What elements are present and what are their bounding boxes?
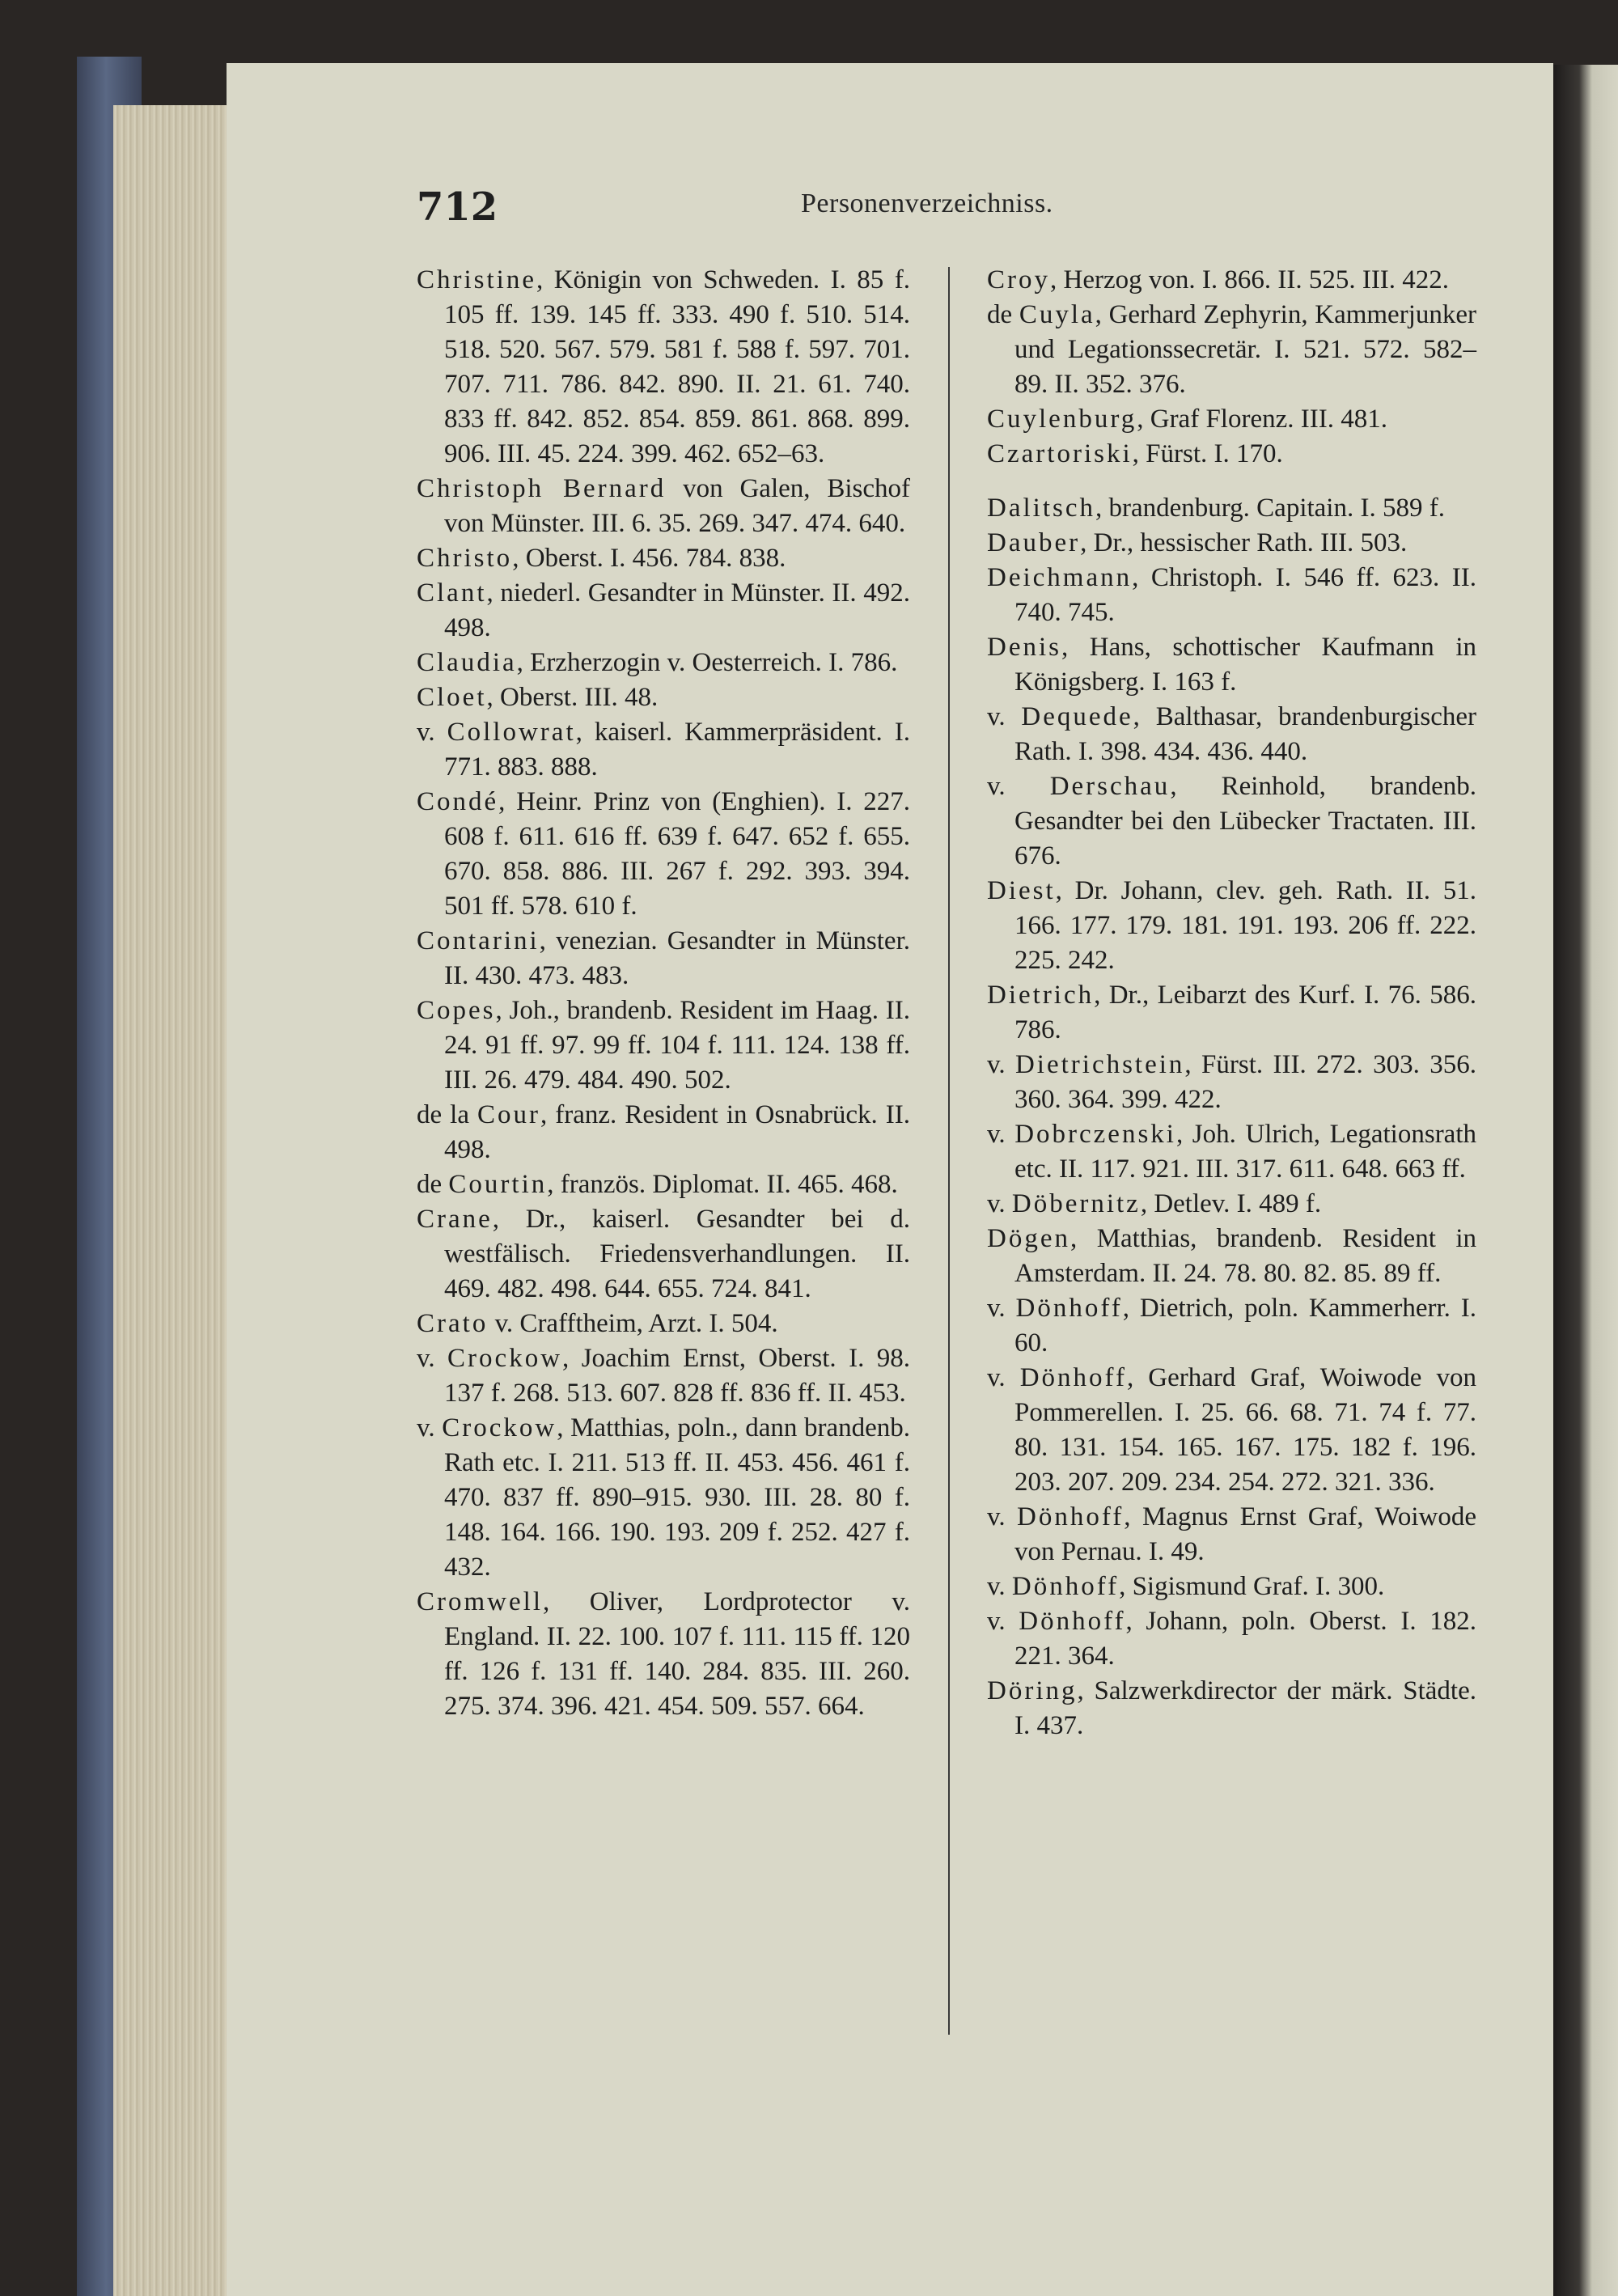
index-entry — [987, 769, 1476, 874]
entry-references: , Dr., hessischer Rath. III. 503. — [1080, 528, 1408, 557]
index-entry — [417, 1167, 910, 1202]
entry-references: , Detlev. I. 489 f. — [1140, 1189, 1322, 1218]
entry-prefix: v. — [987, 772, 1050, 801]
entry-references: , brandenburg. Capitain. I. 589 f. — [1095, 494, 1445, 523]
entry-name: Dauber — [987, 528, 1081, 557]
entry-references: , Joh., brandenb. Resident im Haag. II. 24. 91 ff. 97. 99 ff. 104 f. 111. 124. 138 ff. III. 26. 479. 484. 490. 502. — [444, 996, 910, 1095]
entry-references: , niederl. Gesandter in Münster. II. 492. 498. — [444, 578, 910, 642]
running-title: Personenverzeichniss. — [801, 189, 1053, 218]
entry-references: , Joh. Ulrich, Legationsrath etc. II. 117. 921. III. 317. 611. 648. 663 ff. — [1014, 1120, 1477, 1184]
entry-references: , Gerhard Zephyrin, Kammerjunker und Legationssecretär. I. 521. 572. 582–89. II. 352. 376. — [1014, 300, 1476, 399]
entry-references: , Dr., Leibarzt des Kurf. I. 76. 586. 786. — [1014, 981, 1476, 1044]
entry-references: , Herzog von. I. 866. II. 525. III. 422. — [1050, 265, 1450, 294]
entry-name: Dequede — [1021, 702, 1133, 731]
entry-references: , venezian. Gesandter in Münster. II. 430. 473. 483. — [444, 926, 910, 990]
index-entry — [987, 1361, 1476, 1500]
entry-references: , Oberst. I. 456. 784. 838. — [512, 544, 786, 573]
entry-prefix: v. — [987, 1502, 1018, 1531]
entry-name: Döring — [987, 1676, 1078, 1705]
entry-name: Cuylenburg — [987, 405, 1137, 434]
page-stack-edges — [113, 105, 239, 2296]
entry-references: , Matthias, brandenb. Resident in Amsterdam. II. 24. 78. 80. 82. 85. 89 ff. — [1014, 1224, 1476, 1288]
entry-references: , französ. Diplomat. II. 465. 468. — [547, 1170, 898, 1199]
entry-references: , Reinhold, brandenb. Gesandter bei den Lübecker Tractaten. III. 676. — [1014, 772, 1477, 871]
index-entry — [987, 630, 1476, 700]
entry-prefix: de — [417, 1170, 449, 1199]
entry-name: Dönhoff — [1019, 1607, 1126, 1636]
entry-prefix: v. — [987, 1363, 1020, 1392]
entry-references: , Hans, schottischer Kaufmann in Königsberg. I. 163 f. — [1014, 633, 1476, 697]
entry-name: Croy — [987, 265, 1050, 294]
entry-prefix: v. — [417, 1344, 448, 1373]
entry-references: , Salzwerkdirector der märk. Städte. I. 437. — [1014, 1676, 1476, 1740]
index-entry — [987, 298, 1476, 402]
index-entry — [417, 1411, 910, 1585]
index-entry — [987, 561, 1476, 630]
page-number: 712 — [417, 184, 498, 230]
entry-name: Denis — [987, 633, 1061, 662]
index-entry — [987, 1674, 1476, 1743]
entry-prefix: v. — [987, 1607, 1019, 1636]
entry-prefix: de la — [417, 1100, 478, 1129]
index-entry — [417, 1202, 910, 1307]
entry-name: Crockow — [447, 1344, 563, 1373]
entry-references: , Dr. Johann, clev. geh. Rath. II. 51. 166. 177. 179. 181. 191. 193. 206 ff. 222. 225. 242. — [1014, 876, 1476, 975]
entry-references: , Joachim Ernst, Oberst. I. 98. 137 f. 268. 513. 607. 828 ff. 836 ff. II. 453. — [444, 1344, 911, 1408]
entry-prefix: de — [987, 300, 1019, 329]
index-entry — [417, 1341, 910, 1411]
entry-name: Contarini — [417, 926, 540, 955]
index-entry — [417, 715, 910, 785]
index-entry — [987, 700, 1476, 769]
entry-name: Crane — [417, 1205, 493, 1234]
entry-name: Condé — [417, 787, 499, 816]
index-entry — [417, 1585, 910, 1724]
index-entry — [987, 1117, 1476, 1187]
index-entry — [417, 924, 910, 993]
index-entry — [987, 874, 1476, 978]
entry-references: , Erzherzogin v. Oesterreich. I. 786. — [516, 648, 898, 677]
entry-name: Cloet — [417, 683, 487, 712]
entry-references: , kaiserl. Kammerpräsident. I. 771. 883. 888. — [444, 718, 910, 782]
index-entry — [417, 1098, 910, 1167]
entry-name: Claudia — [417, 648, 517, 677]
entry-name: Clant — [417, 578, 487, 608]
entry-references: , Gerhard Graf, Woiwode von Pommerellen. I. 25. 66. 68. 71. 74 f. 77. 80. 131. 154. 165. 167. 175. 182 f. 196. 203. 207. 209. 234. 254. 272. 321. 336. — [1014, 1363, 1476, 1497]
entry-name: Courtin — [448, 1170, 548, 1199]
entry-references: , Matthias, poln., dann brandenb. Rath etc. I. 211. 513 ff. II. 453. 456. 461 f. 470. 837 ff. 890–915. 930. III. 28. 80 f. 148. 164. 166. 190. 193. 209 f. 252. 427 f. 432. — [444, 1413, 911, 1582]
entry-name: Collowrat — [447, 718, 576, 747]
entry-name: Christo — [417, 544, 513, 573]
index-entry — [417, 576, 910, 646]
entry-name: Cour — [477, 1100, 541, 1129]
entry-references: , Königin von Schweden. I. 85 f. 105 ff. 139. 145 ff. 333. 490 f. 510. 514. 518. 520. 567. 579. 581 f. 588 f. 597. 701. 707. 711. 786. 842. 890. II. 21. 61. 740. 833 ff. 842. 852. 854. 859. 861. 868. 899. 906. III. 45. 224. 399. 462. 652–63. — [444, 265, 910, 468]
entry-name: Dönhoff — [1011, 1572, 1120, 1601]
entry-name: Dietrich — [987, 981, 1095, 1010]
entry-references: , Fürst. I. 170. — [1132, 439, 1283, 468]
index-entry — [987, 1187, 1476, 1222]
entry-name: Dögen — [987, 1224, 1070, 1253]
index-entry — [987, 1048, 1476, 1117]
entry-name: Crockow — [442, 1413, 557, 1442]
index-entry — [987, 402, 1476, 437]
entry-name: Dobrczenski — [1014, 1120, 1176, 1149]
entry-name: Dalitsch — [987, 494, 1095, 523]
entry-name: Christine — [417, 265, 536, 294]
entry-name: Cromwell — [417, 1587, 543, 1616]
entry-name: Czartoriski — [987, 439, 1133, 468]
index-entry — [987, 1569, 1476, 1604]
index-column-left — [417, 263, 910, 1724]
entry-references: v. Crafftheim, Arzt. I. 504. — [488, 1309, 778, 1338]
index-entry — [417, 472, 910, 541]
entry-name: Dönhoff — [1017, 1502, 1125, 1531]
entry-references: , Dr., kaiserl. Gesandter bei d. westfälisch. Friedensverhandlungen. II. 469. 482. 498. 644. 655. 724. 841. — [444, 1205, 910, 1303]
entry-prefix: v. — [987, 1294, 1016, 1323]
entry-references: , Heinr. Prinz von (Enghien). I. 227. 608 f. 611. 616 ff. 639 f. 647. 652 f. 655. 670. 858. 886. III. 267 f. 292. 393. 394. 501 ff. 578. 610 f. — [444, 787, 910, 921]
entry-name: Christoph Bernard — [417, 474, 667, 503]
index-entry — [987, 1222, 1476, 1291]
entry-references: , franz. Resident in Osnabrück. II. 498. — [444, 1100, 910, 1164]
entry-prefix: v. — [987, 702, 1022, 731]
entry-name: Döbernitz — [1011, 1189, 1141, 1218]
entry-references: , Christoph. I. 546 ff. 623. II. 740. 745. — [1014, 563, 1476, 627]
index-entry — [987, 1291, 1476, 1361]
entry-references: , Oliver, Lordprotector v. England. II. 22. 100. 107 f. 111. 115 ff. 120 ff. 126 f. 131 ff. 140. 284. 835. III. 260. 275. 374. 396. 421. 454. 509. 557. 664. — [444, 1587, 910, 1721]
facing-page-sliver — [1553, 65, 1618, 2296]
index-entry — [417, 680, 910, 715]
entry-prefix: v. — [417, 718, 447, 747]
index-entry — [417, 646, 910, 680]
index-entry — [987, 978, 1476, 1048]
index-entry — [417, 993, 910, 1098]
entry-prefix: v. — [987, 1572, 1012, 1601]
index-column-right — [987, 263, 1476, 1743]
index-entry — [987, 1604, 1476, 1674]
entry-references: , Oberst. III. 48. — [486, 683, 659, 712]
entry-name: Dönhoff — [1015, 1294, 1123, 1323]
entry-references: , Johann, poln. Oberst. I. 182. 221. 364. — [1014, 1607, 1476, 1671]
index-entry — [417, 541, 910, 576]
index-entry — [987, 526, 1476, 561]
entry-prefix: v. — [417, 1413, 443, 1442]
entry-references: , Fürst. III. 272. 303. 356. 360. 364. 399. 422. — [1014, 1050, 1477, 1114]
index-entry — [987, 437, 1476, 472]
entry-references: , Sigismund Graf. I. 300. — [1119, 1572, 1385, 1601]
entry-references: von Galen, Bischof von Münster. III. 6. 35. 269. 347. 474. 640. — [444, 474, 910, 538]
index-entry — [987, 1500, 1476, 1569]
index-entry — [987, 263, 1476, 298]
entry-references: , Magnus Ernst Graf, Woiwode von Pernau. I. 49. — [1014, 1502, 1476, 1566]
entry-references: , Graf Florenz. III. 481. — [1137, 405, 1387, 434]
entry-name: Cuyla — [1019, 300, 1095, 329]
entry-name: Copes — [417, 996, 496, 1025]
entry-prefix: v. — [987, 1189, 1012, 1218]
entry-name: Crato — [417, 1309, 489, 1338]
index-entry — [987, 491, 1476, 526]
column-divider — [948, 267, 950, 2035]
entry-references: , Dietrich, poln. Kammerherr. I. 60. — [1014, 1294, 1476, 1358]
entry-prefix: v. — [987, 1120, 1015, 1149]
index-entry — [417, 785, 910, 924]
entry-name: Dietrichstein — [1014, 1050, 1185, 1079]
entry-references: , Balthasar, brandenburgischer Rath. I. 398. 434. 436. 440. — [1014, 702, 1476, 766]
entry-name: Deichmann — [987, 563, 1133, 592]
entry-name: Dönhoff — [1019, 1363, 1127, 1392]
entry-name: Diest — [987, 876, 1056, 905]
entry-prefix: v. — [987, 1050, 1015, 1079]
entry-name: Derschau — [1049, 772, 1171, 801]
index-entry — [417, 263, 910, 472]
index-entry — [417, 1307, 910, 1341]
